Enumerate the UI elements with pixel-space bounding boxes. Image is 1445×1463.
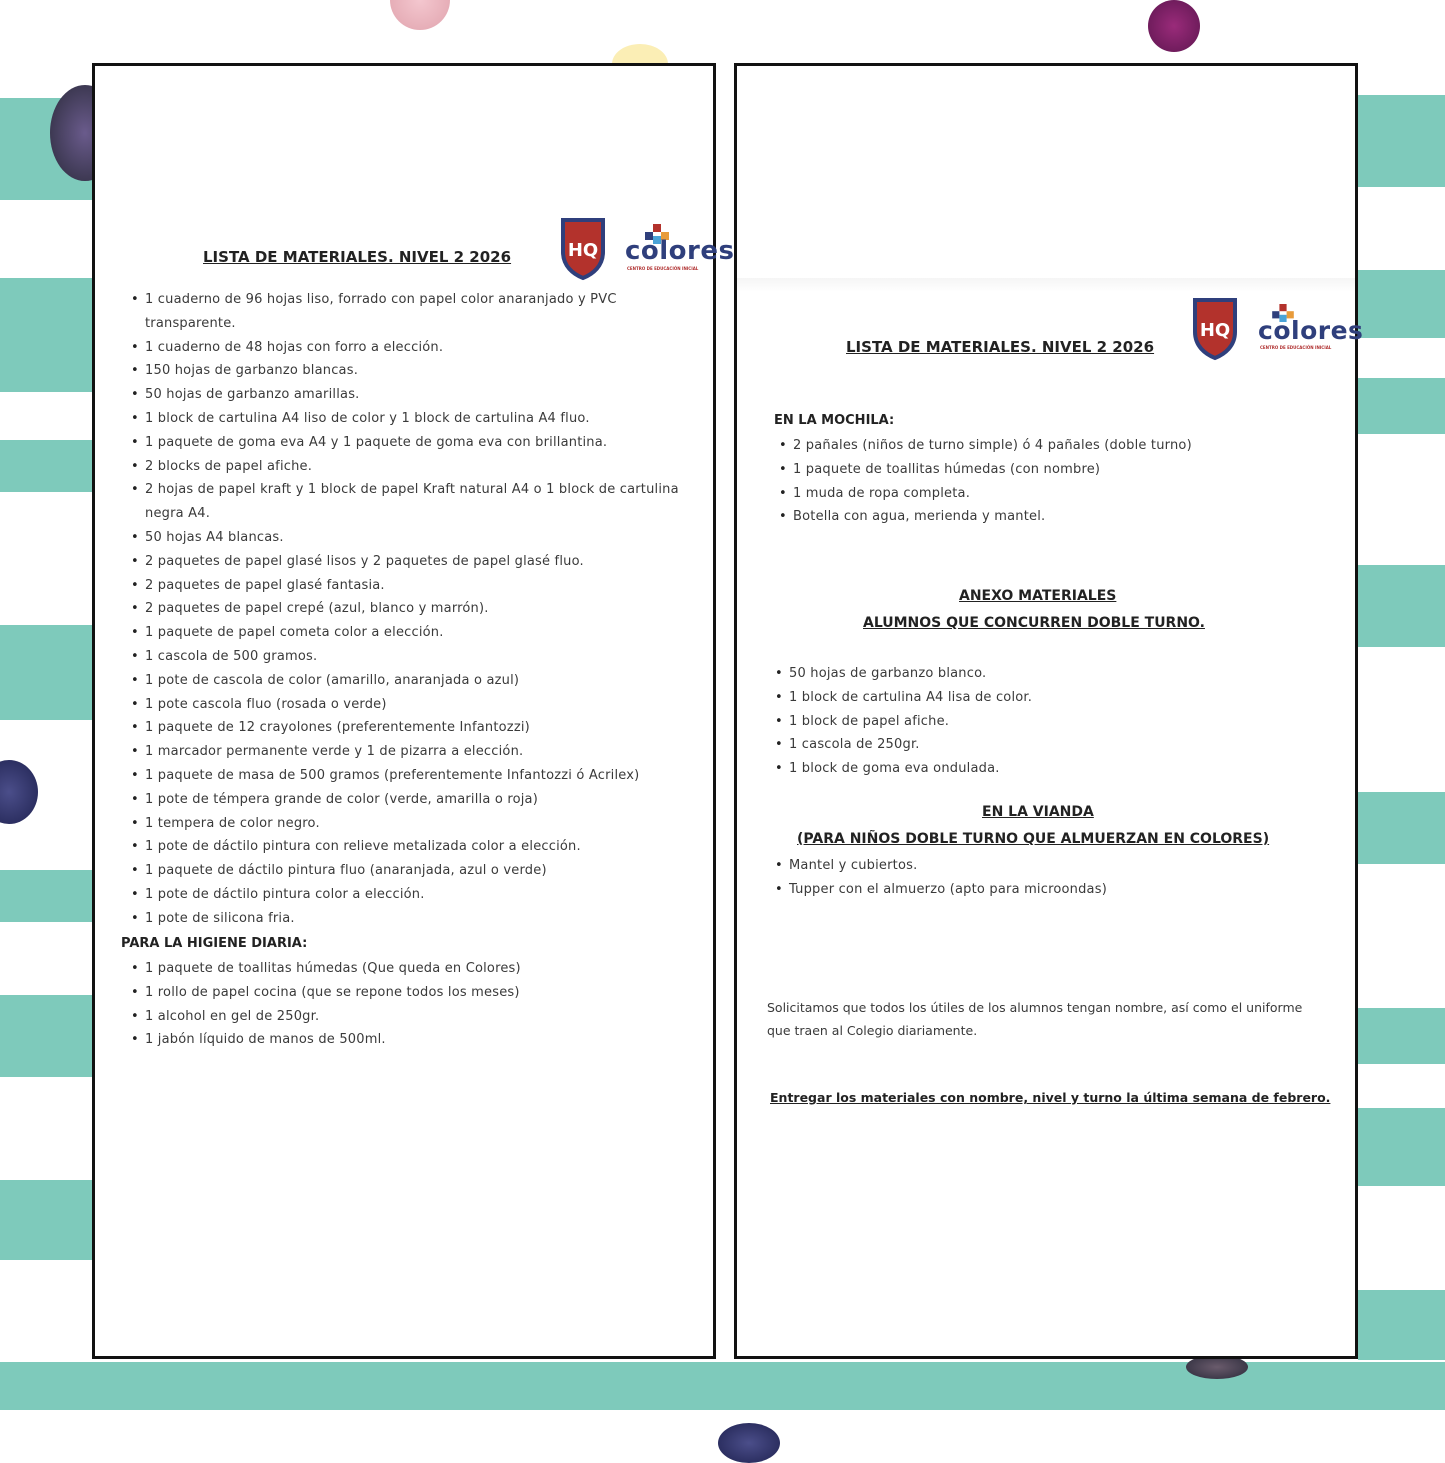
list-item: • 1 paquete de 12 crayolones (preferentemente Infantozzi) — [123, 716, 683, 740]
list-item: • 2 paquetes de papel glasé lisos y 2 paquetes de papel glasé fluo. — [123, 550, 683, 574]
list-item: • Mantel y cubiertos. — [767, 854, 1327, 878]
list-item: • 50 hojas de garbanzo blanco. — [767, 662, 1327, 686]
list-item: • 2 paquetes de papel glasé fantasia. — [123, 574, 683, 598]
hq-shield-logo — [1191, 296, 1239, 360]
list-item: • 2 pañales (niños de turno simple) ó 4 pañales (doble turno) — [771, 434, 1331, 458]
list-item: • 1 cascola de 500 gramos. — [123, 645, 683, 669]
list-item: • 1 paquete de dáctilo pintura fluo (anaranjada, azul o verde) — [123, 859, 683, 883]
glitter-dot — [1148, 0, 1200, 52]
bg-stripe — [0, 870, 92, 922]
bg-stripe — [1358, 792, 1445, 864]
list-item: • 1 rollo de papel cocina (que se repone todos los meses) — [123, 981, 683, 1005]
hq-shield-logo — [559, 216, 607, 280]
list-item: • 1 cuaderno de 96 hojas liso, forrado con papel color anaranjado y PVC transparente. — [123, 288, 683, 336]
list-item: • 1 block de papel afiche. — [767, 710, 1327, 734]
hq-logo-text: HQ — [567, 240, 599, 261]
list-item: • 1 pote de cascola de color (amarillo, anaranjada o azul) — [123, 669, 683, 693]
bg-stripe — [1358, 1290, 1445, 1360]
list-item: • 1 paquete de toallitas húmedas (Que queda en Colores) — [123, 957, 683, 981]
request-paragraph: Solicitamos que todos los útiles de los alumnos tengan nombre, así como el uniforme que traen al Colegio diariamente. — [767, 1000, 1303, 1038]
list-item: • 1 alcohol en gel de 250gr. — [123, 1005, 683, 1029]
bg-stripe — [1358, 378, 1445, 434]
list-item: • 1 pote cascola fluo (rosada o verde) — [123, 693, 683, 717]
hq-logo-text: HQ — [1199, 320, 1231, 341]
list-item: • Botella con agua, merienda y mantel. — [771, 505, 1331, 529]
bg-stripe — [0, 1180, 92, 1260]
list-item: • 1 paquete de papel cometa color a elección. — [123, 621, 683, 645]
mochila-list — [771, 434, 1331, 529]
list-item: • 1 pote de dáctilo pintura con relieve metalizada color a elección. — [123, 835, 683, 859]
list-item: • 1 muda de ropa completa. — [771, 482, 1331, 506]
bg-stripe — [1358, 565, 1445, 647]
vianda-subheading: (PARA NIÑOS DOBLE TURNO QUE ALMUERZAN EN COLORES) — [797, 831, 1270, 847]
glitter-dot — [718, 1423, 780, 1463]
list-item: • 150 hojas de garbanzo blancas. — [123, 359, 683, 383]
bg-stripe — [1358, 95, 1445, 187]
vianda-list — [767, 854, 1327, 902]
list-item: • 1 block de cartulina A4 liso de color y 1 block de cartulina A4 fluo. — [123, 407, 683, 431]
bg-stripe — [1358, 1108, 1445, 1186]
list-item: • Tupper con el almuerzo (apto para microondas) — [767, 878, 1327, 902]
materials-list — [123, 288, 683, 931]
delivery-note: Entregar los materiales con nombre, nivel y turno la última semana de febrero. — [770, 1090, 1331, 1105]
list-item: • 2 hojas de papel kraft y 1 block de papel Kraft natural A4 o 1 block de cartulina negra A4. — [123, 478, 683, 526]
right-page — [734, 63, 1364, 1359]
hygiene-heading: PARA LA HIGIENE DIARIA: — [121, 936, 308, 951]
bg-stripe — [0, 995, 92, 1077]
colores-logo-subtitle: CENTRO DE EDUCACIÓN INICIAL — [627, 266, 699, 271]
page-title: LISTA DE MATERIALES. NIVEL 2 2026 — [203, 248, 512, 266]
list-item: • 1 pote de témpera grande de color (verde, amarilla o roja) — [123, 788, 683, 812]
list-item: • 1 cascola de 250gr. — [767, 733, 1327, 757]
colores-logo: colores — [1258, 316, 1364, 345]
scan-band — [737, 278, 1355, 292]
anexo-heading: ANEXO MATERIALES — [959, 588, 1117, 604]
page-title: LISTA DE MATERIALES. NIVEL 2 2026 — [846, 338, 1155, 356]
list-item: • 50 hojas de garbanzo amarillas. — [123, 383, 683, 407]
colores-logo: colores — [625, 236, 735, 266]
glitter-dot — [0, 760, 38, 824]
bg-stripe — [0, 440, 92, 492]
list-item: • 1 pote de silicona fria. — [123, 907, 683, 931]
left-page — [92, 63, 735, 1359]
vianda-heading: EN LA VIANDA — [982, 804, 1094, 820]
list-item: • 1 jabón líquido de manos de 500ml. — [123, 1028, 683, 1052]
list-item: • 1 tempera de color negro. — [123, 812, 683, 836]
list-item: • 1 block de cartulina A4 lisa de color. — [767, 686, 1327, 710]
list-item: • 2 blocks de papel afiche. — [123, 455, 683, 479]
bg-stripe — [1358, 1008, 1445, 1064]
list-item: • 1 block de goma eva ondulada. — [767, 757, 1327, 781]
mochila-heading: EN LA MOCHILA: — [774, 413, 895, 428]
glitter-dot — [390, 0, 450, 30]
list-item: • 1 paquete de toallitas húmedas (con nombre) — [771, 458, 1331, 482]
list-item: • 50 hojas A4 blancas. — [123, 526, 683, 550]
bg-stripe — [0, 625, 92, 720]
list-item: • 1 cuaderno de 48 hojas con forro a elección. — [123, 336, 683, 360]
bg-stripe — [1358, 270, 1445, 338]
anexo-list — [767, 662, 1327, 781]
list-item: • 1 paquete de goma eva A4 y 1 paquete de goma eva con brillantina. — [123, 431, 683, 455]
colores-logo-subtitle: CENTRO DE EDUCACIÓN INICIAL — [1260, 345, 1332, 350]
list-item: • 1 paquete de masa de 500 gramos (preferentemente Infantozzi ó Acrilex) — [123, 764, 683, 788]
list-item: • 2 paquetes de papel crepé (azul, blanco y marrón). — [123, 597, 683, 621]
anexo-subheading: ALUMNOS QUE CONCURREN DOBLE TURNO. — [863, 615, 1205, 631]
hygiene-list — [123, 957, 683, 1052]
bg-stripe — [0, 278, 92, 392]
list-item: • 1 pote de dáctilo pintura color a elección. — [123, 883, 683, 907]
list-item: • 1 marcador permanente verde y 1 de pizarra a elección. — [123, 740, 683, 764]
